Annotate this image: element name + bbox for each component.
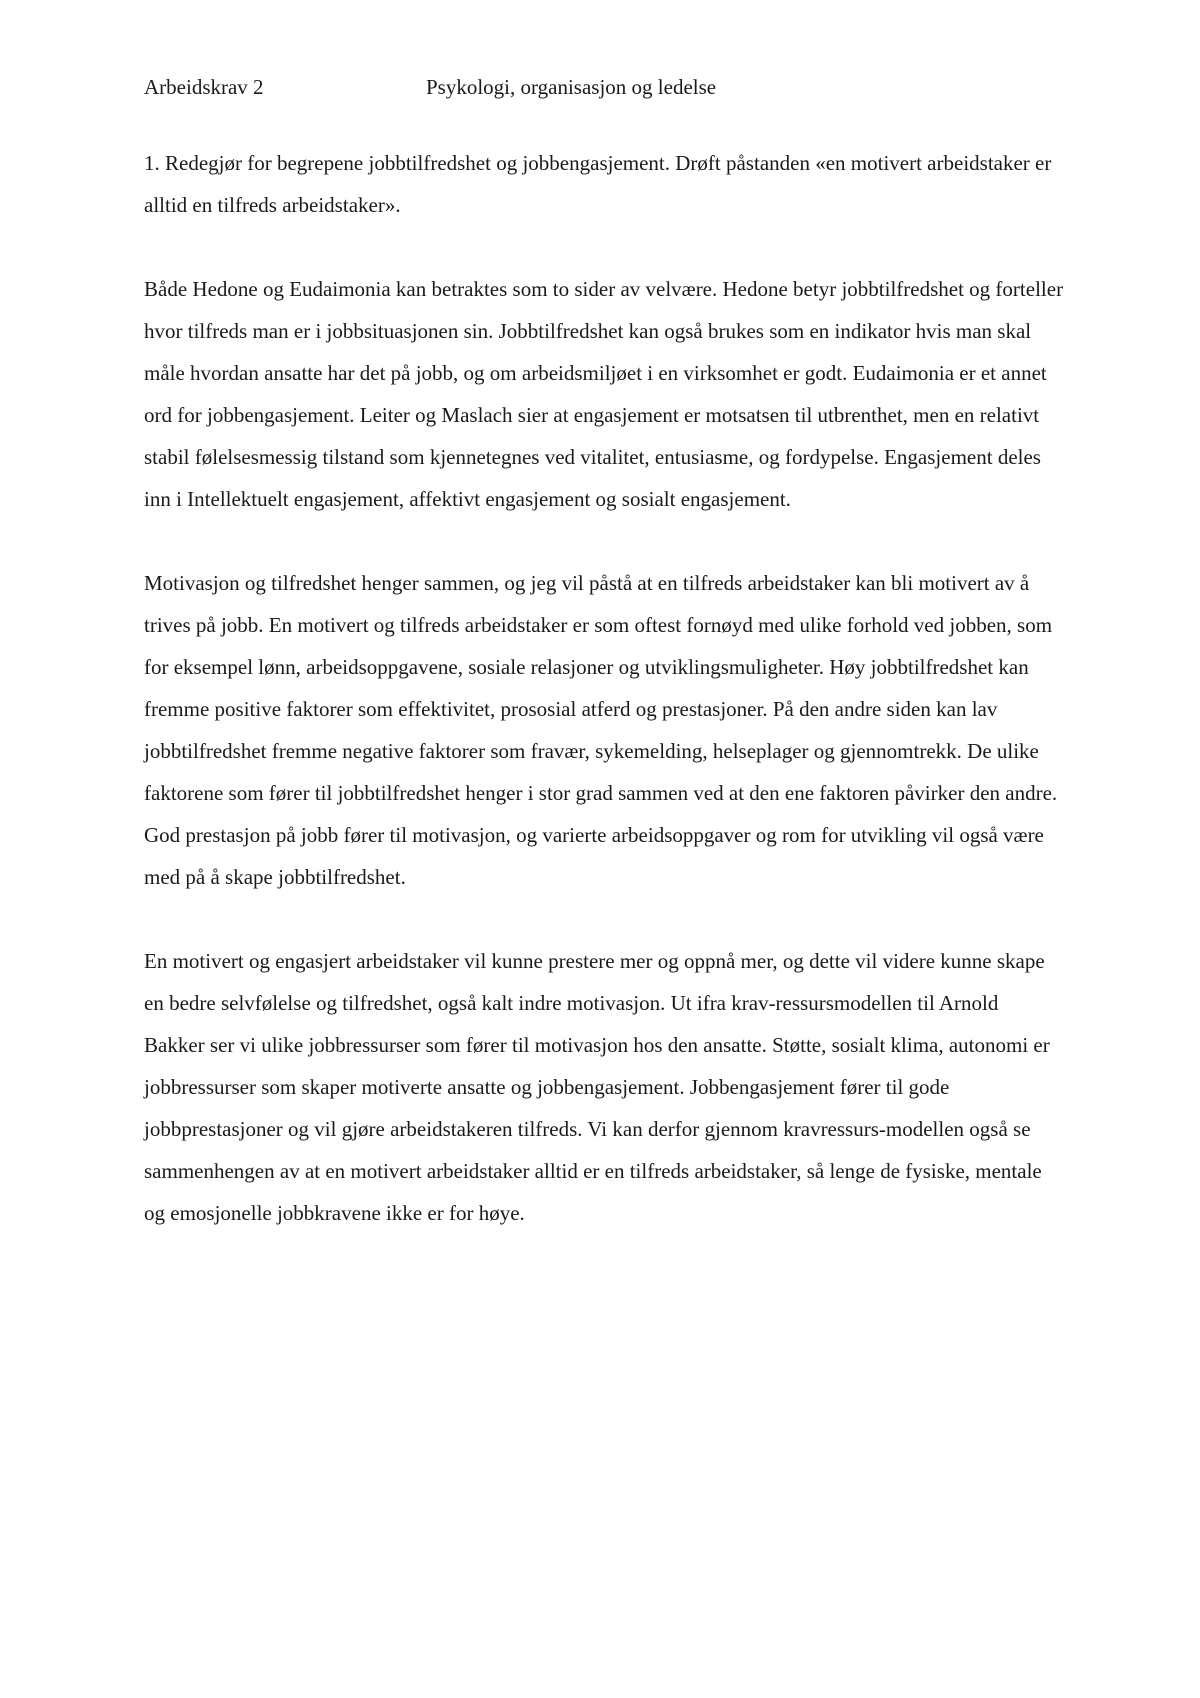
course-title: Psykologi, organisasjon og ledelse (426, 75, 717, 99)
paragraph-3: En motivert og engasjert arbeidstaker vil kunne prestere mer og oppnå mer, og dette vil videre kunne skape en bedre selvfølelse og tilfredshet, også kalt indre motivasjon. Ut ifra krav-ressursmodellen til Arnold Bakker ser vi ulike jobbressurser som fører til motivasjon hos den ansatte. Støtte, sosialt klima, autonomi er jobbressurser som skaper motiverte ansatte og jobbengasjement. Jobbengasjement fører til gode jobbprestasjoner og vil gjøre arbeidstakeren tilfreds. Vi kan derfor gjennom kravressurs-modellen også se sammenhengen av at en motivert arbeidstaker alltid er en tilfreds arbeidstaker, så lenge de fysiske, mentale og emosjonelle jobbkravene ikke er for høye. (144, 949, 1050, 1225)
document-body (144, 142, 1064, 1276)
assignment-title: Arbeidskrav 2 (144, 75, 264, 99)
paragraph-1: Både Hedone og Eudaimonia kan betraktes som to sider av velvære. Hedone betyr jobbtilfredshet og forteller hvor tilfreds man er i jobbsituasjonen sin. Jobbtilfredshet kan også brukes som en indikator hvis man skal måle hvordan ansatte har det på jobb, og om arbeidsmiljøet i en virksomhet er godt. Eudaimonia er et annet ord for jobbengasjement. Leiter og Maslach sier at engasjement er motsatsen til utbrenthet, men en relativt stabil følelsesmessig tilstand som kjennetegnes ved vitalitet, entusiasme, og fordypelse. Engasjement deles inn i Intellektuelt engasjement, affektivt engasjement og sosialt engasjement. (144, 277, 1064, 511)
paragraph-2: Motivasjon og tilfredshet henger sammen, og jeg vil påstå at en tilfreds arbeidstaker kan bli motivert av å trives på jobb. En motivert og tilfreds arbeidstaker er som oftest fornøyd med ulike forhold ved jobben, som for eksempel lønn, arbeidsoppgavene, sosiale relasjoner og utviklingsmuligheter. Høy jobbtilfredshet kan fremme positive faktorer som effektivitet, prososial atferd og prestasjoner. På den andre siden kan lav jobbtilfredshet fremme negative faktorer som fravær, sykemelding, helseplager og gjennomtrekk. De ulike faktorene som fører til jobbtilfredshet henger i stor grad sammen ved at den ene faktoren påvirker den andre. God prestasjon på jobb fører til motivasjon, og varierte arbeidsoppgaver og rom for utvikling vil også være med på å skape jobbtilfredshet. (144, 571, 1058, 889)
page-header (144, 72, 1064, 102)
question-text: 1. Redegjør for begrepene jobbtilfredshet og jobbengasjement. Drøft påstanden «en motivert arbeidstaker er alltid en tilfreds arbeidstaker». (144, 151, 1052, 217)
